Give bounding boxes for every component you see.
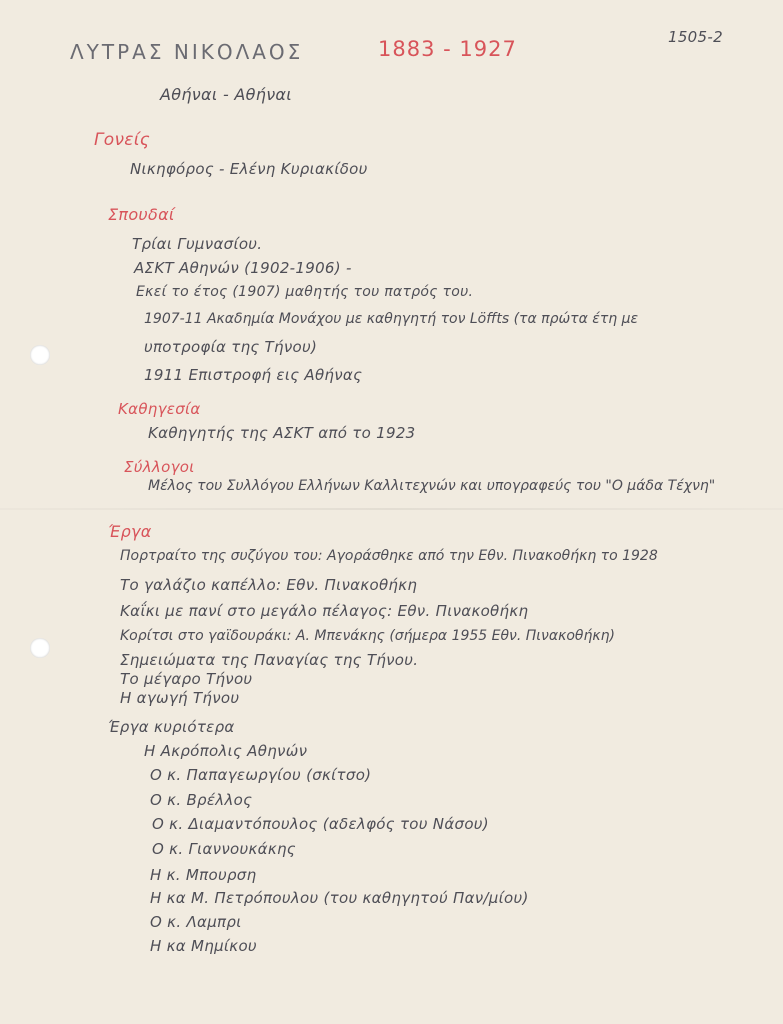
section-heading-teaching: Καθηγεσία	[118, 400, 201, 418]
artist-name: ΛΥΤΡΑΣ ΝΙΚΟΛΑΟΣ	[70, 40, 304, 64]
other-works-line-7: Η κα Μ. Πετρόπουλου (του καθηγητού Παν/μίου)	[150, 889, 529, 907]
section-heading-other-works: Έργα κυριότερα	[108, 718, 235, 736]
punch-hole-top	[30, 345, 50, 365]
life-years: 1883 - 1927	[378, 37, 517, 61]
studies-line-2: ΑΣΚΤ Αθηνών (1902-1906) -	[134, 259, 352, 277]
other-works-line-5: Ο κ. Γιαννουκάκης	[152, 840, 296, 858]
works-line-6: Το μέγαρο Τήνου	[120, 670, 253, 688]
parents-line: Νικηφόρος - Ελένη Κυριακίδου	[130, 160, 368, 178]
section-heading-works: Έργα	[108, 522, 152, 541]
section-heading-parents: Γονείς	[94, 130, 151, 150]
other-works-line-2: Ο κ. Παπαγεωργίου (σκίτσο)	[150, 766, 372, 784]
studies-line-3: Εκεί το έτος (1907) μαθητής του πατρός του.	[136, 284, 474, 300]
works-line-1: Πορτραίτο της συζύγου του: Αγοράσθηκε από την Εθν. Πινακοθήκη το 1928	[120, 548, 658, 564]
works-line-4: Κορίτσι στο γαϊδουράκι: Α. Μπενάκης (σήμερα 1955 Εθν. Πινακοθήκη)	[120, 628, 615, 644]
other-works-line-9: Η κα Μημίκου	[150, 937, 257, 955]
punch-hole-bottom	[30, 638, 50, 658]
studies-line-4: 1907-11 Ακαδημία Μονάχου με καθηγητή τον Löffts (τα πρώτα έτη με	[144, 311, 639, 327]
other-works-line-3: Ο κ. Βρέλλος	[150, 791, 253, 809]
other-works-line-1: Η Ακρόπολις Αθηνών	[144, 742, 308, 760]
fold-crease	[0, 508, 783, 510]
works-line-5: Σημειώματα της Παναγίας της Τήνου.	[120, 651, 419, 669]
works-line-2: Το γαλάζιο καπέλλο: Εθν. Πινακοθήκη	[120, 576, 418, 594]
works-line-7: Η αγωγή Τήνου	[120, 689, 240, 707]
studies-line-1: Τρίαι Γυμνασίου.	[132, 235, 263, 253]
birth-death-places: Αθήναι - Αθήναι	[160, 85, 292, 104]
section-heading-studies: Σπουδαί	[108, 205, 175, 224]
teaching-line: Καθηγητής της ΑΣΚΤ από το 1923	[148, 424, 416, 442]
studies-line-6: 1911 Επιστροφή εις Αθήνας	[144, 366, 363, 384]
other-works-line-8: Ο κ. Λαμπρι	[150, 913, 242, 931]
catalog-number: 1505-2	[668, 28, 723, 46]
other-works-line-4: Ο κ. Διαμαντόπουλος (αδελφός του Νάσου)	[152, 815, 489, 833]
section-heading-associations: Σύλλογοι	[124, 458, 195, 476]
other-works-line-6: Η κ. Μπουρση	[150, 866, 257, 884]
studies-line-5: υποτροφία της Τήνου)	[144, 338, 318, 356]
works-line-3: Καΐκι με πανί στο μεγάλο πέλαγος: Εθν. Πινακοθήκη	[120, 602, 529, 620]
associations-line: Μέλος του Συλλόγου Ελλήνων Καλλιτεχνών και υπογραφεύς του "Ο μάδα Τέχνη"	[148, 478, 716, 494]
